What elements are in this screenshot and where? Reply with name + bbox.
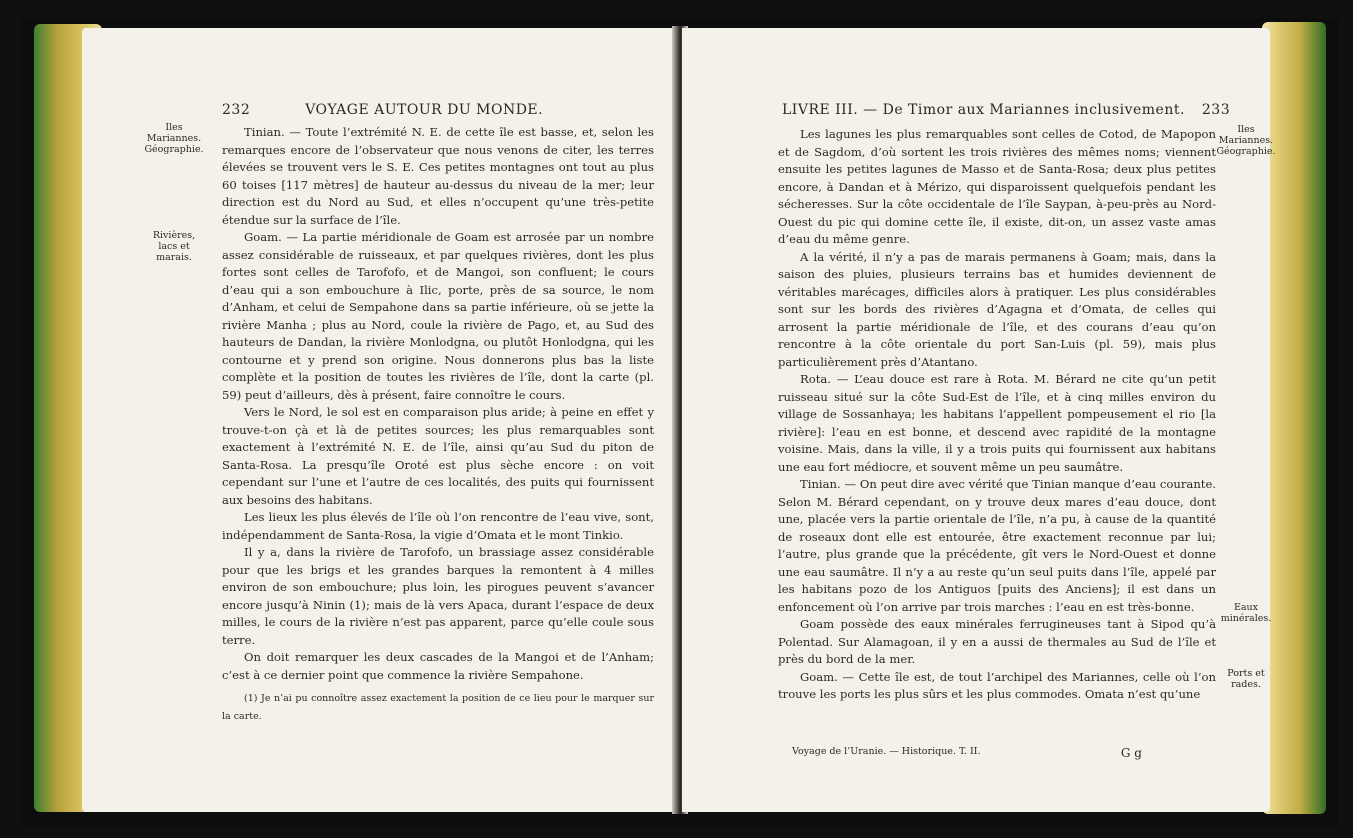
left-page-number: 232 xyxy=(222,102,251,118)
left-page xyxy=(82,28,680,812)
right-body-text xyxy=(778,126,1216,704)
left-body-text xyxy=(222,124,654,725)
paragraph: Goam. — Cette île est, de tout l’archipel des Mariannes, celle où l’on trouve les ports les plus sûrs et les plus commodes. Omata n’est qu’une xyxy=(778,669,1216,701)
paragraph: Il y a, dans la rivière de Tarofofo, un brassiage assez considérable pour que les brigs et les grandes barques la remontent à 4 milles environ de son embouchure; plus loin, les pirogues peuvent s’avancer encore jusqu’à Ninin (1); mais de là vers Apaca, durant l’espace de deux milles, le cours de la rivière n’est pas apparent, parce qu’elle coule sous terre. xyxy=(222,545,654,647)
right-margin-note-1: Iles Mariannes. Géographie. xyxy=(1216,124,1276,157)
left-margin-note-1: Iles Mariannes. Géographie. xyxy=(144,122,204,155)
paragraph: Les lagunes les plus remarquables sont celles de Cotod, de Mapopon et de Sagdom, d’où sortent les trois rivières des mêmes noms; viennent ensuite les petites lagunes de Masso et de Santa-Rosa; deux plus petites encore, à Dandan et à Mérizo, qui disparoissent quelquefois pendant les sécheresses. Sur la côte occidentale de l’île Saypan, à-peu-près au Nord-Ouest du pic qui domine cette île, il existe, dit-on, un assez vaste amas d’eau du même genre. xyxy=(778,127,1216,246)
paragraph: Goam possède des eaux minérales ferrugineuses tant à Sipod qu’à Polentad. Sur Alamagoan, il y en a aussi de thermales au Sud de l’île et près du bord de la mer. xyxy=(778,617,1216,666)
right-page-number: 233 xyxy=(1201,102,1231,118)
paragraph: On doit remarquer les deux cascades de la Mangoi et de l’Anham; c’est à ce dernier point que commence la rivière Sempahone. xyxy=(222,650,654,682)
paragraph: A la vérité, il n’y a pas de marais permanens à Goam; mais, dans la saison des pluies, plusieurs terrains bas et humides deviennent de véritables marécages, difficiles alors à pratiquer. Les plus considérables sont sur les bords des rivières d’Agagna et d’Omata, de celles qui arrosent la partie méridionale de l’île, et des courans d’eau qu’on rencontre à la côte orientale du port San-Luis (pl. 59), mais plus particulièrement près d’Atantano. xyxy=(778,249,1216,369)
right-margin-note-2: Eaux minérales. xyxy=(1220,602,1272,624)
signature-mark: G g xyxy=(1120,746,1142,760)
paragraph: Tinian. — Toute l’extrémité N. E. de cette île est basse, et, selon les remarques encore de l’observateur que nous venons de citer, les terres élevées se trouvent vers le S. E. Ces petites montagnes ont tout au plus 60 toises [117 mètres] de hauteur au-dessus du niveau de la mer; leur direction est du Nord au Sud, et elles n’occupent qu’une très-petite étendue sur la surface de l’île. xyxy=(222,125,654,227)
right-running-head xyxy=(782,102,1230,118)
right-margin-note-3: Ports et rades. xyxy=(1227,668,1265,690)
paragraph: Tinian. — On peut dire avec vérité que Tinian manque d’eau courante. Selon M. Bérard cependant, on y trouve deux mares d’eau douce, dont une, placée vers la partie orientale de l’île, n’a pu, à cause de la quantité de roseaux dont elle est entourée, être exactement reconnue par lui; l’autre, plus grande que la précédente, gît vers le Nord-Ouest et donne une eau saumâtre. Il n’y a au reste qu’un seul puits dans l’île, appelé par les habitans pozo de los Antiguos [puits des Anciens]; il est dans un enfoncement où l’on arrive par trois marches : l’eau en est très-bonne. xyxy=(778,477,1216,614)
left-running-title: VOYAGE AUTOUR DU MONDE. xyxy=(305,102,544,118)
left-margin-note-2: Rivières, lacs et marais. xyxy=(152,230,196,263)
right-running-title: LIVRE III. — De Timor aux Mariannes inclusivement. xyxy=(782,102,1185,118)
footnote: (1) Je n’ai pu connoître assez exactement la position de ce lieu pour le marquer sur la carte. xyxy=(222,693,654,722)
paragraph: Rota. — L’eau douce est rare à Rota. M. Bérard ne cite qu’un petit ruisseau situé sur la côte Sud-Est de l’île, et à cinq milles environ du village de Sossanhaya; les habitans l’appellent pompeusement el rio [la rivière]: l’eau en est bonne, et descend avec rapidité de la montagne voisine. Mais, dans la ville, il y a trois puits qui fournissent aux habitans une eau fort médiocre, et souvent même un peu saumâtre. xyxy=(778,372,1216,474)
paragraph: Vers le Nord, le sol est en comparaison plus aride; à peine en effet y trouve-t-on çà et là de petites sources; les plus remarquables sont exactement à l’extrémité N. E. de l’île, ainsi qu’au Sud du piton de Santa-Rosa. La presqu’île Oroté est plus sèche encore : on voit cependant sur l’une et l’autre de ces localités, des puits qui fournissent aux besoins des habitans. xyxy=(222,405,654,507)
right-page xyxy=(682,28,1276,812)
paragraph: Les lieux les plus élevés de l’île où l’on rencontre de l’eau vive, sont, indépendamment de Santa-Rosa, la vigie d’Omata et le mont Tinkio. xyxy=(222,510,654,542)
signature-line xyxy=(792,746,1172,760)
signature-text: Voyage de l’Uranie. — Historique. T. II. xyxy=(792,746,981,757)
left-running-head xyxy=(222,102,543,118)
paragraph: Goam. — La partie méridionale de Goam est arrosée par un nombre assez considérable de ruisseaux, et par quelques rivières, dont les plus fortes sont celles de Tarofofo, et de Mangoi, son confluent; le cours d’eau qui a son embouchure à Ilic, porte, près de sa source, le nom d’Anham, et celui de Sempahone dans sa partie inférieure, où se jette la rivière Manha ; plus au Nord, coule la rivière de Pago, et, au Sud des hauteurs de Dandan, la rivière Monlodgna, ou plutôt Honlodgna, qui les contourne et y prend son origine. Nous donnerons plus bas la liste complète et la position de toutes les rivières de l’île, dont la carte (pl. 59) peut d’ailleurs, dès à présent, faire connoître le cours. xyxy=(222,230,654,402)
